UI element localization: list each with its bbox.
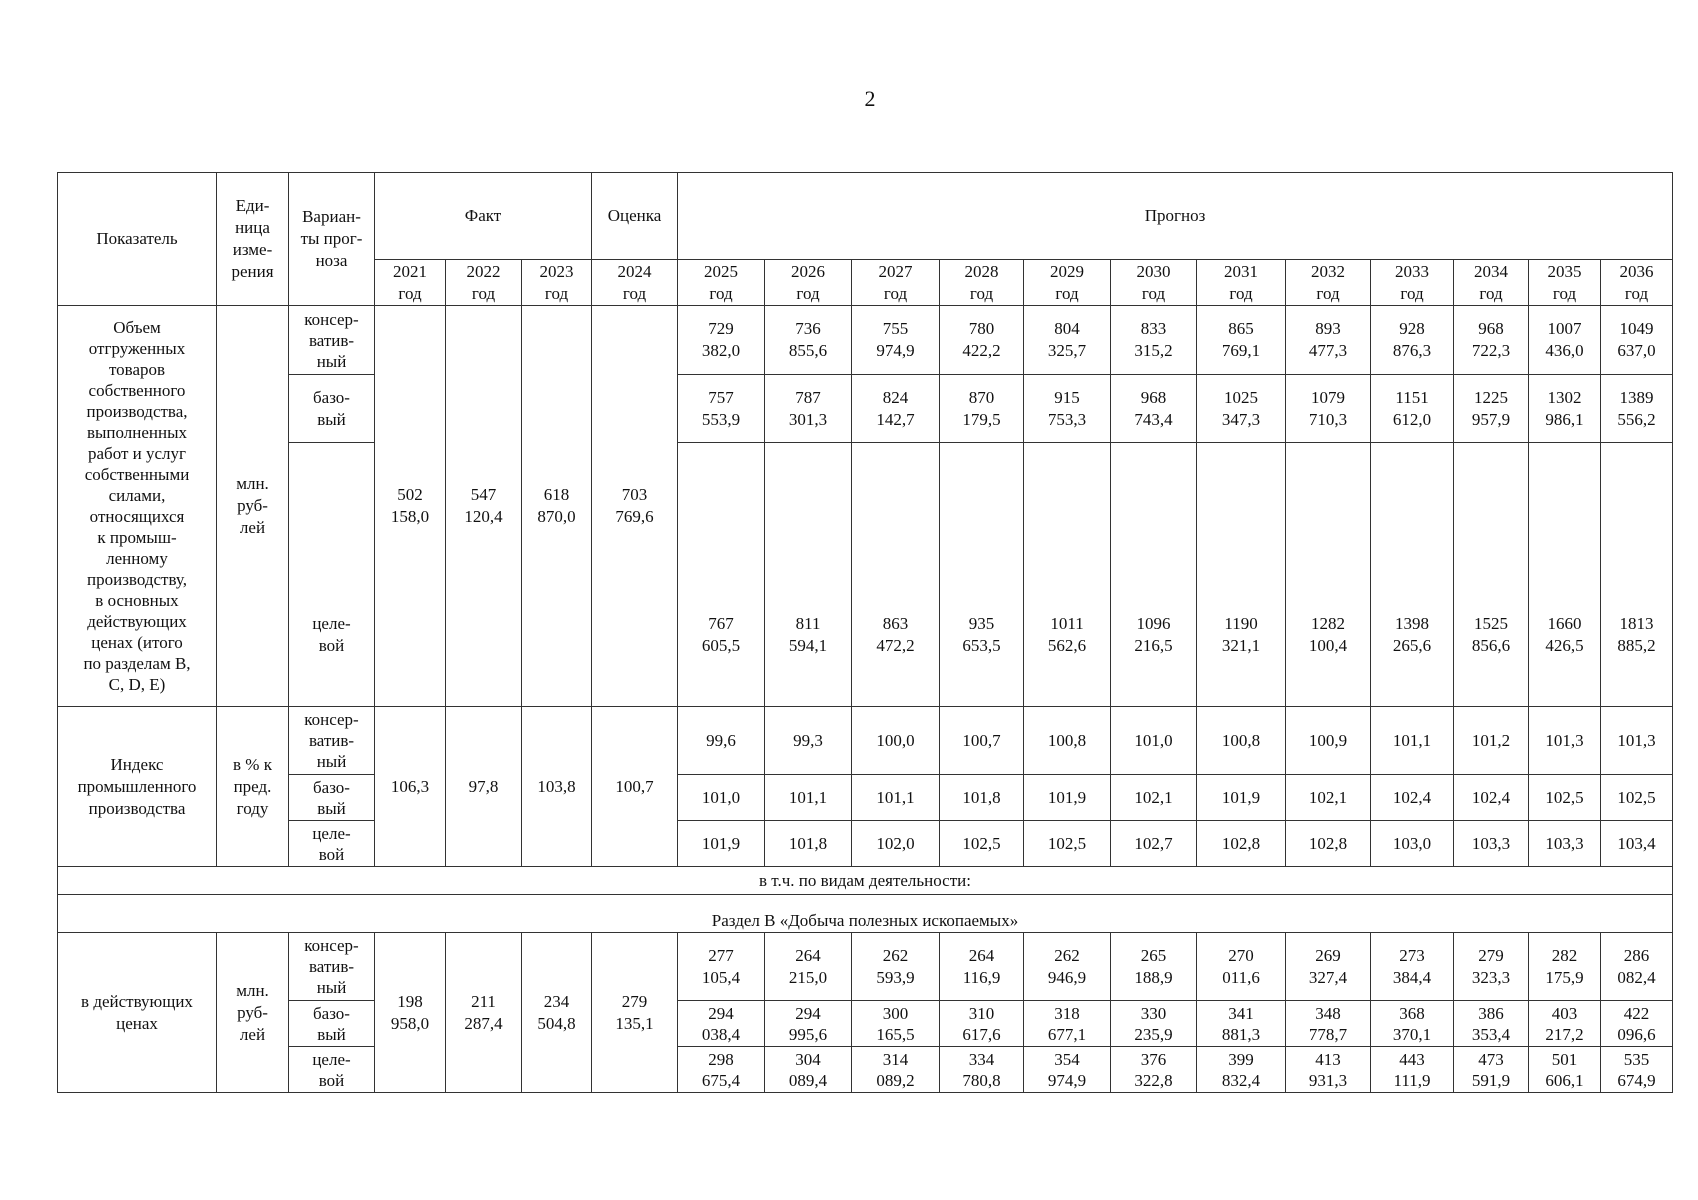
- value-cell: 824 142,7: [852, 375, 940, 443]
- value-cell: 101,9: [1197, 775, 1286, 821]
- year-2025: 2025 год: [678, 260, 765, 306]
- unit-cell: в % к пред. году: [217, 707, 289, 867]
- year-2036: 2036 год: [1601, 260, 1673, 306]
- value-cell: 1079 710,3: [1286, 375, 1371, 443]
- value-cell: 755 974,9: [852, 306, 940, 375]
- fact-2022: 547 120,4: [446, 306, 522, 707]
- value-cell: 968 722,3: [1454, 306, 1529, 375]
- value-cell: 100,8: [1197, 707, 1286, 775]
- value-cell: 99,6: [678, 707, 765, 775]
- variant-target: целе- вой: [289, 443, 375, 707]
- value-cell: 368 370,1: [1371, 1001, 1454, 1047]
- year-2023: 2023 год: [522, 260, 592, 306]
- value-cell: 310 617,6: [940, 1001, 1024, 1047]
- value-cell: 101,1: [852, 775, 940, 821]
- value-cell: 1389 556,2: [1601, 375, 1673, 443]
- estimate-2024: 279 135,1: [592, 933, 678, 1093]
- value-cell: 264 215,0: [765, 933, 852, 1001]
- value-cell: 102,8: [1197, 821, 1286, 867]
- fact-2021: 502 158,0: [375, 306, 446, 707]
- value-cell: 264 116,9: [940, 933, 1024, 1001]
- value-cell: 277 105,4: [678, 933, 765, 1001]
- value-cell: 330 235,9: [1111, 1001, 1197, 1047]
- value-cell: 928 876,3: [1371, 306, 1454, 375]
- value-cell: 473 591,9: [1454, 1047, 1529, 1093]
- value-cell: 757 553,9: [678, 375, 765, 443]
- value-cell: 99,3: [765, 707, 852, 775]
- value-cell: 100,7: [940, 707, 1024, 775]
- variant-base: базо- вый: [289, 375, 375, 443]
- table-row: [58, 375, 1673, 443]
- value-cell: 102,7: [1111, 821, 1197, 867]
- variant-target: целе- вой: [289, 1047, 375, 1093]
- year-2030: 2030 год: [1111, 260, 1197, 306]
- value-cell: 1151 612,0: [1371, 375, 1454, 443]
- unit-cell: млн. руб- лей: [217, 933, 289, 1093]
- value-cell: 298 675,4: [678, 1047, 765, 1093]
- year-2022: 2022 год: [446, 260, 522, 306]
- value-cell: 811 594,1: [765, 443, 852, 707]
- value-cell: 286 082,4: [1601, 933, 1673, 1001]
- value-cell: 1096 216,5: [1111, 443, 1197, 707]
- value-cell: 501 606,1: [1529, 1047, 1601, 1093]
- value-cell: 804 325,7: [1024, 306, 1111, 375]
- value-cell: 1282 100,4: [1286, 443, 1371, 707]
- section-row: [58, 895, 1673, 933]
- value-cell: 102,1: [1111, 775, 1197, 821]
- value-cell: 893 477,3: [1286, 306, 1371, 375]
- value-cell: 262 946,9: [1024, 933, 1111, 1001]
- value-cell: 103,4: [1601, 821, 1673, 867]
- value-cell: 101,0: [678, 775, 765, 821]
- year-2021: 2021 год: [375, 260, 446, 306]
- table-row: [58, 306, 1673, 375]
- value-cell: 102,5: [1529, 775, 1601, 821]
- value-cell: 101,0: [1111, 707, 1197, 775]
- value-cell: 413 931,3: [1286, 1047, 1371, 1093]
- table-row: [58, 821, 1673, 867]
- year-2028: 2028 год: [940, 260, 1024, 306]
- value-cell: 334 780,8: [940, 1047, 1024, 1093]
- value-cell: 767 605,5: [678, 443, 765, 707]
- value-cell: 403 217,2: [1529, 1001, 1601, 1047]
- value-cell: 736 855,6: [765, 306, 852, 375]
- fact-2021: 106,3: [375, 707, 446, 867]
- value-cell: 865 769,1: [1197, 306, 1286, 375]
- value-cell: 1660 426,5: [1529, 443, 1601, 707]
- year-2024: 2024 год: [592, 260, 678, 306]
- value-cell: 273 384,4: [1371, 933, 1454, 1001]
- value-cell: 101,8: [765, 821, 852, 867]
- indicator-production-index: Индекс промышленного производства: [58, 707, 217, 867]
- value-cell: 314 089,2: [852, 1047, 940, 1093]
- value-cell: 1225 957,9: [1454, 375, 1529, 443]
- estimate-2024: 100,7: [592, 707, 678, 867]
- value-cell: 102,4: [1371, 775, 1454, 821]
- value-cell: 1525 856,6: [1454, 443, 1529, 707]
- fact-2022: 97,8: [446, 707, 522, 867]
- value-cell: 103,3: [1454, 821, 1529, 867]
- value-cell: 780 422,2: [940, 306, 1024, 375]
- value-cell: 102,5: [1024, 821, 1111, 867]
- value-cell: 443 111,9: [1371, 1047, 1454, 1093]
- value-cell: 102,4: [1454, 775, 1529, 821]
- fact-2023: 234 504,8: [522, 933, 592, 1093]
- value-cell: 100,0: [852, 707, 940, 775]
- value-cell: 102,0: [852, 821, 940, 867]
- value-cell: 103,3: [1529, 821, 1601, 867]
- header-estimate: Оценка: [592, 173, 678, 260]
- value-cell: 787 301,3: [765, 375, 852, 443]
- value-cell: 265 188,9: [1111, 933, 1197, 1001]
- value-cell: 968 743,4: [1111, 375, 1197, 443]
- value-cell: 294 038,4: [678, 1001, 765, 1047]
- value-cell: 1049 637,0: [1601, 306, 1673, 375]
- value-cell: 1398 265,6: [1371, 443, 1454, 707]
- year-2032: 2032 год: [1286, 260, 1371, 306]
- value-cell: 101,1: [1371, 707, 1454, 775]
- value-cell: 863 472,2: [852, 443, 940, 707]
- value-cell: 1011 562,6: [1024, 443, 1111, 707]
- value-cell: 102,1: [1286, 775, 1371, 821]
- value-cell: 341 881,3: [1197, 1001, 1286, 1047]
- value-cell: 870 179,5: [940, 375, 1024, 443]
- year-2034: 2034 год: [1454, 260, 1529, 306]
- value-cell: 294 995,6: [765, 1001, 852, 1047]
- value-cell: 300 165,5: [852, 1001, 940, 1047]
- variant-target: целе- вой: [289, 821, 375, 867]
- value-cell: 101,3: [1601, 707, 1673, 775]
- value-cell: 100,8: [1024, 707, 1111, 775]
- table-row: [58, 1047, 1673, 1093]
- value-cell: 103,0: [1371, 821, 1454, 867]
- value-cell: 354 974,9: [1024, 1047, 1111, 1093]
- unit-cell: млн. руб- лей: [217, 306, 289, 707]
- fact-2021: 198 958,0: [375, 933, 446, 1093]
- value-cell: 262 593,9: [852, 933, 940, 1001]
- variant-conservative: консер- ватив- ный: [289, 707, 375, 775]
- value-cell: 318 677,1: [1024, 1001, 1111, 1047]
- value-cell: 1813 885,2: [1601, 443, 1673, 707]
- section-by-activity: в т.ч. по видам деятельности:: [58, 867, 1673, 895]
- value-cell: 279 323,3: [1454, 933, 1529, 1001]
- value-cell: 386 353,4: [1454, 1001, 1529, 1047]
- fact-2023: 103,8: [522, 707, 592, 867]
- value-cell: 1007 436,0: [1529, 306, 1601, 375]
- estimate-2024: 703 769,6: [592, 306, 678, 707]
- variant-conservative: консер- ватив- ный: [289, 306, 375, 375]
- forecast-table: [57, 172, 1673, 1093]
- header-forecast: Прогноз: [678, 173, 1673, 260]
- value-cell: 915 753,3: [1024, 375, 1111, 443]
- year-2031: 2031 год: [1197, 260, 1286, 306]
- value-cell: 102,5: [940, 821, 1024, 867]
- value-cell: 270 011,6: [1197, 933, 1286, 1001]
- year-2035: 2035 год: [1529, 260, 1601, 306]
- value-cell: 101,9: [678, 821, 765, 867]
- variant-base: базо- вый: [289, 1001, 375, 1047]
- value-cell: 101,8: [940, 775, 1024, 821]
- fact-2022: 211 287,4: [446, 933, 522, 1093]
- variant-base: базо- вый: [289, 775, 375, 821]
- value-cell: 101,2: [1454, 707, 1529, 775]
- value-cell: 833 315,2: [1111, 306, 1197, 375]
- value-cell: 935 653,5: [940, 443, 1024, 707]
- table-row: [58, 443, 1673, 707]
- value-cell: 100,9: [1286, 707, 1371, 775]
- value-cell: 101,3: [1529, 707, 1601, 775]
- section-row: [58, 867, 1673, 895]
- year-2026: 2026 год: [765, 260, 852, 306]
- table-row: [58, 707, 1673, 775]
- value-cell: 399 832,4: [1197, 1047, 1286, 1093]
- value-cell: 101,1: [765, 775, 852, 821]
- value-cell: 102,8: [1286, 821, 1371, 867]
- table-row: [58, 933, 1673, 1001]
- section-b-title: Раздел B «Добыча полезных ископаемых»: [58, 895, 1673, 933]
- value-cell: 102,5: [1601, 775, 1673, 821]
- value-cell: 376 322,8: [1111, 1047, 1197, 1093]
- value-cell: 535 674,9: [1601, 1047, 1673, 1093]
- variant-conservative: консер- ватив- ный: [289, 933, 375, 1001]
- header-fact: Факт: [375, 173, 592, 260]
- value-cell: 1302 986,1: [1529, 375, 1601, 443]
- indicator-shipped-volume: Объем отгруженных товаров собственного производства, выполненных работ и услуг собственными силами, относящихся к промыш- ленному производству, в основных действующих ценах (итого по разделам B, C, D, E): [58, 306, 217, 707]
- year-2027: 2027 год: [852, 260, 940, 306]
- year-2033: 2033 год: [1371, 260, 1454, 306]
- fact-2023: 618 870,0: [522, 306, 592, 707]
- value-cell: 729 382,0: [678, 306, 765, 375]
- header-unit: Еди- ница изме- рения: [217, 173, 289, 306]
- value-cell: 422 096,6: [1601, 1001, 1673, 1047]
- indicator-current-prices: в действующих ценах: [58, 933, 217, 1093]
- page-number: 2: [864, 86, 876, 111]
- value-cell: 348 778,7: [1286, 1001, 1371, 1047]
- header-variant: Вариан- ты прог- ноза: [289, 173, 375, 306]
- year-2029: 2029 год: [1024, 260, 1111, 306]
- value-cell: 269 327,4: [1286, 933, 1371, 1001]
- table-row: [58, 1001, 1673, 1047]
- value-cell: 282 175,9: [1529, 933, 1601, 1001]
- header-indicator: Показатель: [58, 173, 217, 306]
- header-row-1: [58, 173, 1673, 260]
- value-cell: 1190 321,1: [1197, 443, 1286, 707]
- table-row: [58, 775, 1673, 821]
- value-cell: 304 089,4: [765, 1047, 852, 1093]
- value-cell: 101,9: [1024, 775, 1111, 821]
- value-cell: 1025 347,3: [1197, 375, 1286, 443]
